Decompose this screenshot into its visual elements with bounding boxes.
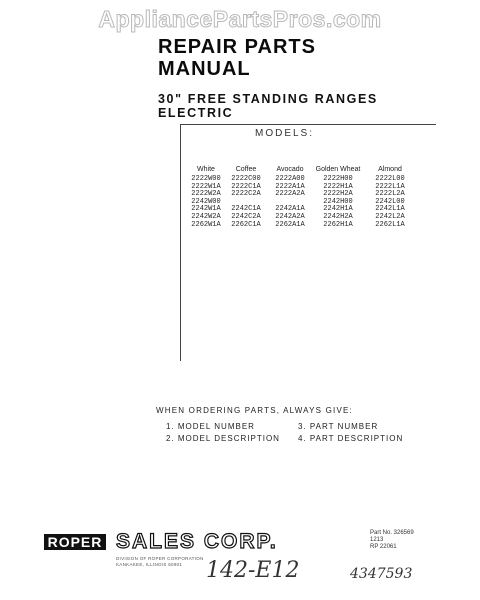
model-number: 2222H1A — [323, 182, 353, 191]
handwritten-note: 142-E12 — [206, 558, 300, 583]
model-number: 2222W00 — [191, 175, 221, 183]
model-number: 2222A2A — [275, 190, 305, 199]
ordering-item: 1. MODEL NUMBER — [166, 422, 255, 431]
ordering-instruction: WHEN ORDERING PARTS, ALWAYS GIVE: — [156, 406, 353, 415]
part-number: Part No. 326569 — [370, 530, 414, 536]
title-line-1: REPAIR PARTS — [158, 36, 316, 58]
ordering-item: 2. MODEL DESCRIPTION — [166, 434, 280, 443]
model-number: 2222W2A — [191, 190, 221, 199]
sales-corp-logo: SALES CORP. — [116, 530, 278, 553]
model-number: 2222L2A — [375, 190, 405, 199]
model-number: 2262W1A — [191, 220, 221, 229]
ordering-item: 4. PART DESCRIPTION — [298, 434, 404, 443]
model-number: 2222H2A — [323, 190, 353, 199]
model-number: 2242W00 — [191, 197, 221, 206]
model-number: 2222L1A — [375, 182, 405, 191]
handwritten-note: 4347593 — [350, 566, 413, 582]
model-number: 2262C1A — [231, 220, 261, 229]
model-number: 2242A1A — [275, 205, 305, 214]
model-number: 2222W1A — [191, 182, 221, 191]
model-number: 2242H1A — [323, 205, 353, 214]
column-header: Almond — [378, 166, 402, 173]
model-number: 2222L00 — [375, 175, 405, 183]
division-line-2: KANKAKEE, ILLINOIS 60901 — [116, 561, 183, 567]
models-heading: MODELS: — [255, 128, 315, 139]
model-number: 2242W1A — [191, 205, 221, 214]
roper-logo: ROPER — [44, 534, 106, 550]
model-number: 2222A00 — [275, 175, 305, 183]
model-number: 2222C00 — [231, 175, 261, 183]
model-number: 2222C1A — [231, 182, 261, 191]
model-number: 2242L00 — [375, 197, 405, 206]
subtitle-line-2: ELECTRIC — [158, 106, 234, 120]
model-number: 2242A2A — [275, 212, 305, 221]
model-number: 2242H00 — [323, 197, 353, 206]
model-number: 2242L2A — [375, 212, 405, 221]
model-column-almond — [362, 148, 418, 229]
column-header: Coffee — [235, 166, 257, 173]
model-number: 2262A1A — [275, 220, 305, 229]
model-number: 2242C1A — [231, 205, 261, 214]
model-number: 2262H1A — [323, 220, 353, 229]
rp-number: RP 22061 — [370, 544, 397, 550]
model-number: 2242L1A — [375, 205, 405, 214]
division-text — [116, 556, 204, 567]
model-number: 2242W2A — [191, 212, 221, 221]
model-number: 2242C2A — [231, 212, 261, 221]
division-line-1: DIVISION OF ROPER CORPORATION — [116, 556, 204, 561]
model-number: 2222C2A — [231, 190, 261, 199]
part-code: 1213 — [370, 537, 384, 543]
model-number: 2222A1A — [275, 182, 305, 191]
watermark-text: AppliancePartsPros.com — [98, 6, 382, 32]
model-number: 2242H2A — [323, 212, 353, 221]
model-number: 2262L1A — [375, 220, 405, 229]
column-header: Avocado — [276, 166, 304, 173]
title-line-2: MANUAL — [158, 58, 251, 80]
model-column-golden-wheat — [314, 148, 362, 229]
column-header: Golden Wheat — [315, 166, 361, 173]
subtitle-line-1: 30" FREE STANDING RANGES — [158, 92, 378, 106]
ordering-item: 3. PART NUMBER — [298, 422, 379, 431]
part-info — [370, 530, 414, 551]
model-number: 2222H00 — [323, 175, 353, 183]
column-header: White — [197, 166, 215, 173]
model-column-avocado — [262, 148, 318, 229]
